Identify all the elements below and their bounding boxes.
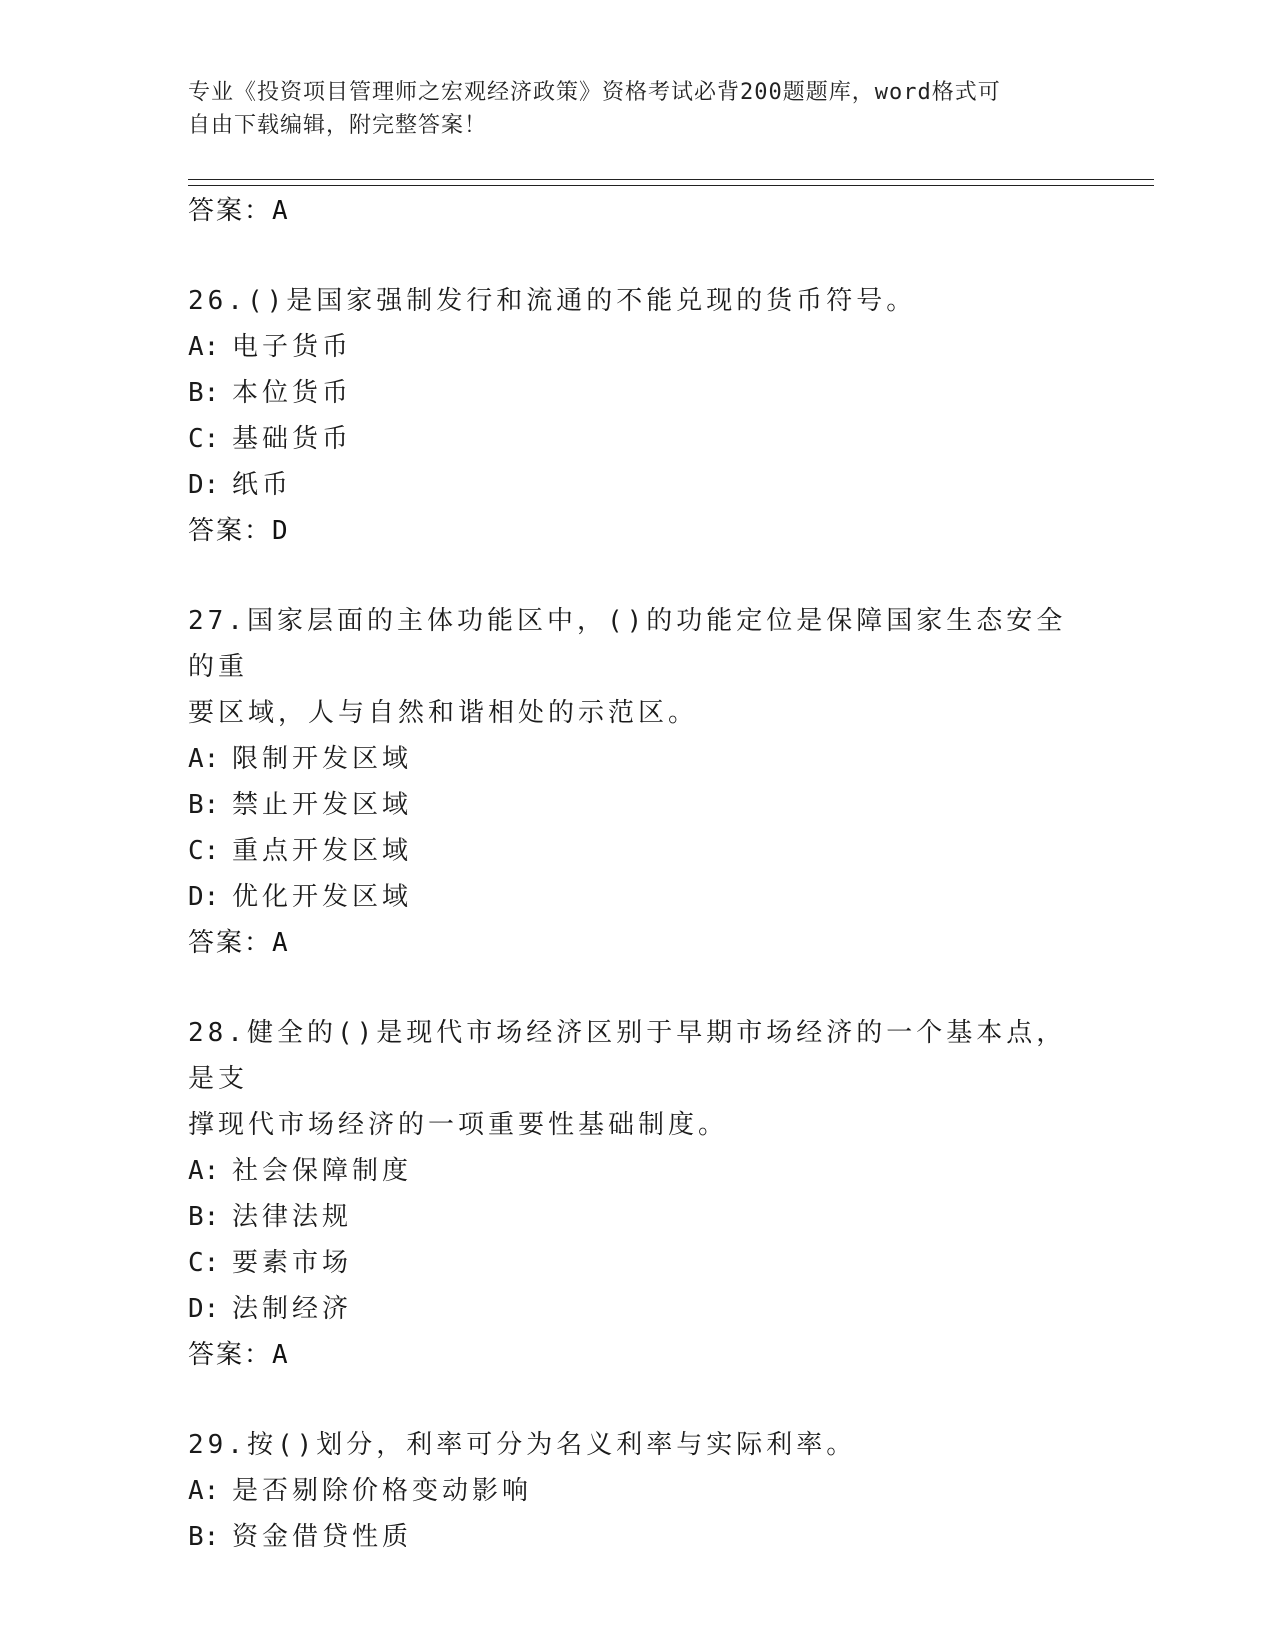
question-text: 29.按()划分，利率可分为名义利率与实际利率。: [188, 1430, 857, 1460]
option-key: B:: [188, 1202, 220, 1232]
option-b: [188, 370, 1088, 416]
option-c: [188, 1240, 1088, 1286]
answer-line: [188, 920, 1088, 966]
question-block: [188, 278, 1088, 554]
option-c: [188, 416, 1088, 462]
document-body: [188, 188, 1088, 1560]
option-text: 基础货币: [232, 424, 353, 454]
option-d: [188, 874, 1088, 920]
option-text: 要素市场: [232, 1248, 353, 1278]
question-text-line-2: 要区域，人与自然和谐相处的示范区。: [188, 698, 699, 728]
option-key: D:: [188, 1294, 220, 1324]
option-b: [188, 1514, 1088, 1560]
option-text: 优化开发区域: [232, 882, 413, 912]
option-text: 本位货币: [232, 378, 353, 408]
answer-label: 答案：: [188, 1340, 273, 1370]
option-text: 纸币: [232, 470, 293, 500]
option-key: D:: [188, 882, 220, 912]
question-text: 26.()是国家强制发行和流通的不能兑现的货币符号。: [188, 286, 917, 316]
option-a: [188, 1148, 1088, 1194]
option-text: 资金借贷性质: [232, 1522, 413, 1552]
question-block: [188, 1422, 1088, 1560]
option-d: [188, 1286, 1088, 1332]
question-text-line-1: 27.国家层面的主体功能区中，()的功能定位是保障国家生态安全的重: [188, 606, 1067, 682]
option-a: [188, 736, 1088, 782]
option-key: A:: [188, 1476, 220, 1506]
option-key: B:: [188, 790, 220, 820]
answer-value: D: [272, 516, 290, 546]
question-text-line-1: 28.健全的()是现代市场经济区别于早期市场经济的一个基本点，是支: [188, 1018, 1067, 1094]
question-block: [188, 598, 1088, 966]
header-line-1: 专业《投资项目管理师之宏观经济政策》资格考试必背200题题库，word格式可: [188, 80, 1001, 105]
answer-value: A: [272, 928, 290, 958]
option-text: 是否剔除价格变动影响: [232, 1476, 533, 1506]
answer-label: 答案：: [188, 516, 273, 546]
answer-line: [188, 188, 1088, 234]
option-key: A:: [188, 1156, 220, 1186]
option-key: A:: [188, 332, 220, 362]
answer-line: [188, 508, 1088, 554]
option-text: 法律法规: [232, 1202, 353, 1232]
option-d: [188, 462, 1088, 508]
option-text: 重点开发区域: [232, 836, 413, 866]
option-key: D:: [188, 470, 220, 500]
answer-label: 答案：: [188, 196, 273, 226]
document-header: [188, 76, 1088, 142]
option-text: 电子货币: [232, 332, 353, 362]
option-text: 法制经济: [232, 1294, 353, 1324]
answer-value: A: [272, 1340, 290, 1370]
option-text: 限制开发区域: [232, 744, 413, 774]
question-text-line-2: 撑现代市场经济的一项重要性基础制度。: [188, 1110, 729, 1140]
option-c: [188, 828, 1088, 874]
header-divider-top: [188, 179, 1154, 180]
question-block: [188, 1010, 1088, 1378]
answer-value: A: [272, 196, 290, 226]
option-key: A:: [188, 744, 220, 774]
option-b: [188, 782, 1088, 828]
option-key: C:: [188, 836, 220, 866]
answer-line: [188, 1332, 1088, 1378]
option-text: 禁止开发区域: [232, 790, 413, 820]
header-line-2: 自由下载编辑，附完整答案！: [188, 113, 488, 138]
answer-label: 答案：: [188, 928, 273, 958]
option-b: [188, 1194, 1088, 1240]
option-a: [188, 1468, 1088, 1514]
option-key: B:: [188, 1522, 220, 1552]
option-a: [188, 324, 1088, 370]
option-key: B:: [188, 378, 220, 408]
option-key: C:: [188, 424, 220, 454]
option-text: 社会保障制度: [232, 1156, 413, 1186]
header-divider-bottom: [188, 185, 1154, 186]
option-key: C:: [188, 1248, 220, 1278]
